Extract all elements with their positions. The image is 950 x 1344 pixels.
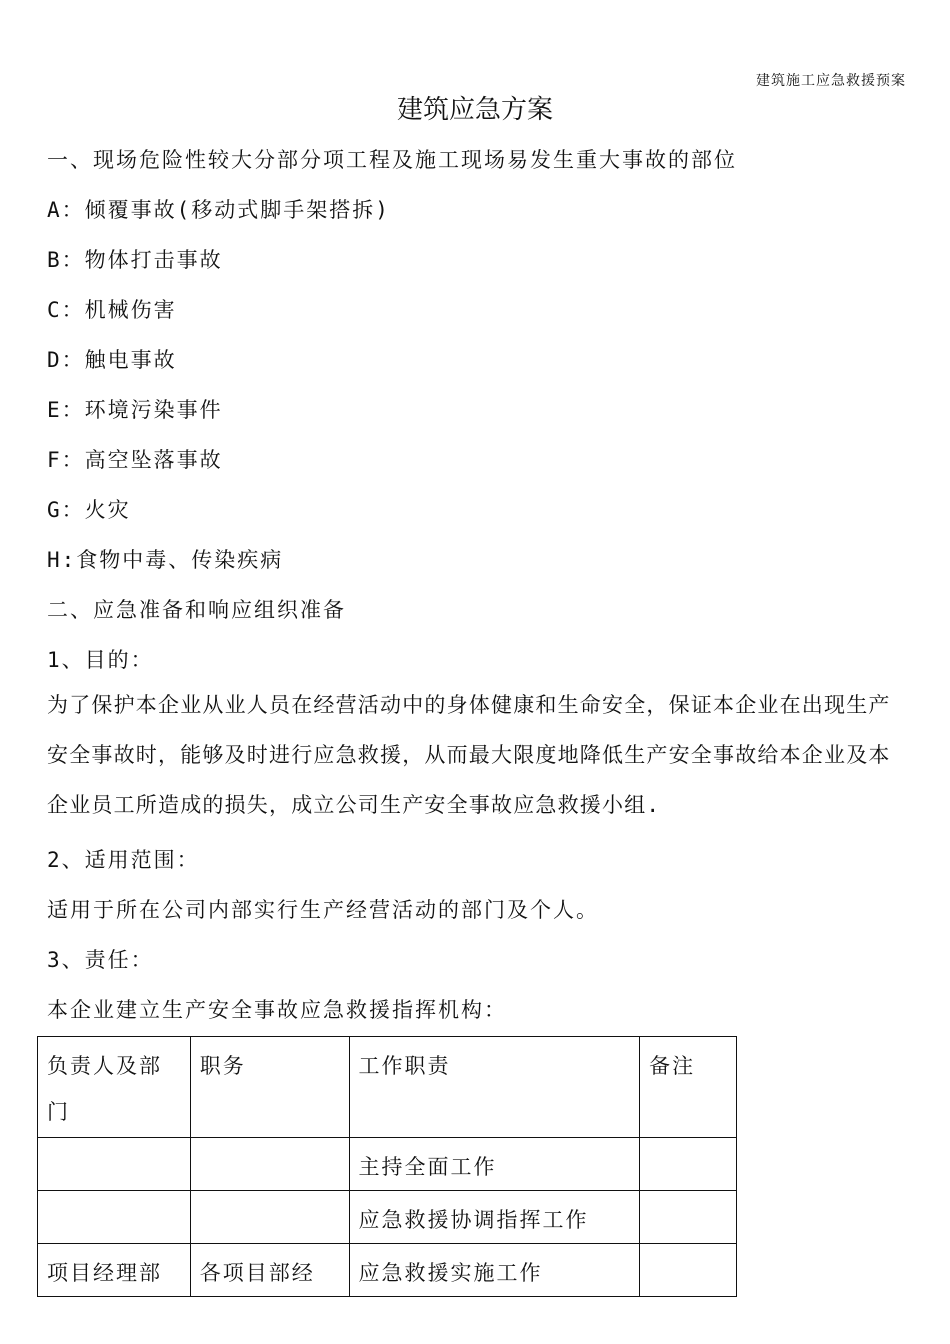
hazard-item-h: H:食物中毒、传染疾病 [47,548,284,572]
table-cell [190,1138,349,1191]
section1-heading: 一、现场危险性较大分部分项工程及施工现场易发生重大事故的部位 [47,148,737,172]
table-cell [38,1191,191,1244]
table-cell: 主持全面工作 [349,1138,640,1191]
document-title: 建筑应急方案 [396,95,553,125]
purpose-paragraph: 为了保护本企业从业人员在经营活动中的身体健康和生命安全，保证本企业在出现生产安全事故时，能够及时进行应急救援，从而最大限度地降低生产安全事故给本企业及本企业员工所造成的损失，成立公司生产安全事故应急救援小组. [47,693,891,817]
table-row [38,1138,737,1191]
hazard-item-g: G：火灾 [47,498,131,522]
running-header: 建筑施工应急救援预案 [756,73,906,89]
table-header-cell: 负责人及部门 [38,1037,191,1138]
table-cell [640,1191,737,1244]
table-cell: 应急救援协调指挥工作 [349,1191,640,1244]
table-row [38,1244,737,1297]
organization-table [37,1036,737,1297]
table-header-cell: 职务 [190,1037,349,1138]
hazard-item-c: C：机械伤害 [47,298,177,322]
scope-paragraph: 适用于所在公司内部实行生产经营活动的部门及个人。 [47,898,599,922]
hazard-item-d: D：触电事故 [47,348,177,372]
table-cell: 各项目部经 [190,1244,349,1297]
table-cell [190,1191,349,1244]
hazard-item-a: A：倾覆事故(移动式脚手架搭拆) [47,198,390,222]
table-row [38,1191,737,1244]
responsibility-intro: 本企业建立生产安全事故应急救援指挥机构： [47,998,507,1022]
table-cell [640,1138,737,1191]
table-header-cell: 工作职责 [349,1037,640,1138]
table-header-cell: 备注 [640,1037,737,1138]
table-cell: 项目经理部 [38,1244,191,1297]
responsibility-heading: 3、责任： [47,948,154,972]
hazard-item-e: E：环境污染事件 [47,398,223,422]
hazard-item-f: F：高空坠落事故 [47,448,223,472]
table-cell: 应急救援实施工作 [349,1244,640,1297]
table-cell [38,1138,191,1191]
scope-heading: 2、适用范围： [47,848,200,872]
table-header-row [38,1037,737,1138]
purpose-heading: 1、目的： [47,648,154,672]
table-cell [640,1244,737,1297]
section2-heading: 二、应急准备和响应组织准备 [47,598,346,622]
hazard-item-b: B：物体打击事故 [47,248,223,272]
